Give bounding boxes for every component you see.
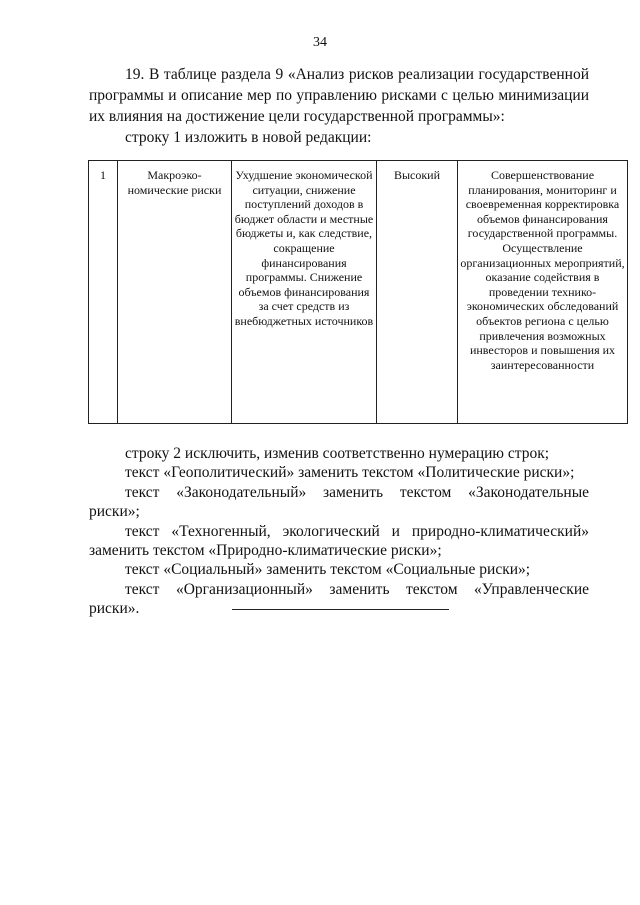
intro-paragraph: 19. В таблице раздела 9 «Анализ рисков реализации государственной программы и описание мер по управлению рисками с целью минимизации их влияния на достижение цели государственной программы»: bbox=[89, 66, 589, 125]
intro-section bbox=[89, 64, 589, 148]
intro-instruction: строку 1 изложить в новой редакции: bbox=[125, 129, 372, 146]
change-line: текст «Геополитический» заменить текстом «Политические риски»; bbox=[125, 464, 575, 482]
change-line: заменить текстом «Природно-климатические риски»; bbox=[89, 542, 442, 560]
risk-type-cell: Макроэко-номические риски bbox=[118, 161, 232, 424]
risk-description-cell: Ухудшение экономической ситуации, снижение поступлений доходов в бюджет области и местные бюджеты и, как следствие, сокращение финансирования программы. Снижение объемов финансирования за счет средств из внебюджетных источников bbox=[232, 161, 377, 424]
table-row bbox=[89, 161, 628, 424]
change-line: строку 2 исключить, изменив соответственно нумерацию строк; bbox=[125, 445, 550, 462]
page-number: 34 bbox=[313, 35, 327, 50]
changes-section bbox=[89, 444, 589, 619]
risk-table bbox=[88, 160, 628, 424]
risk-level-cell: Высокий bbox=[377, 161, 458, 424]
end-divider bbox=[232, 609, 449, 610]
row-number-cell: 1 bbox=[89, 161, 118, 424]
change-line: текст «Техногенный, экологический и природно-климатический» bbox=[125, 522, 589, 540]
risk-measures-cell: Совершенствование планирования, мониторинг и своевременная корректировка объемов финансирования государственной программы. Осуществление организационных мероприятий, оказание содействия в проведении технико-экономических обследований объектов региона с целью привлечения возможных инвесторов и повышения их заинтересованности bbox=[458, 161, 628, 424]
change-line: текст «Законодательный» заменить текстом «Законодательные риски»; bbox=[89, 483, 589, 521]
change-line: текст «Организационный» заменить текстом «Управленческие риски». bbox=[89, 580, 589, 618]
change-line: текст «Социальный» заменить текстом «Социальные риски»; bbox=[125, 561, 531, 579]
